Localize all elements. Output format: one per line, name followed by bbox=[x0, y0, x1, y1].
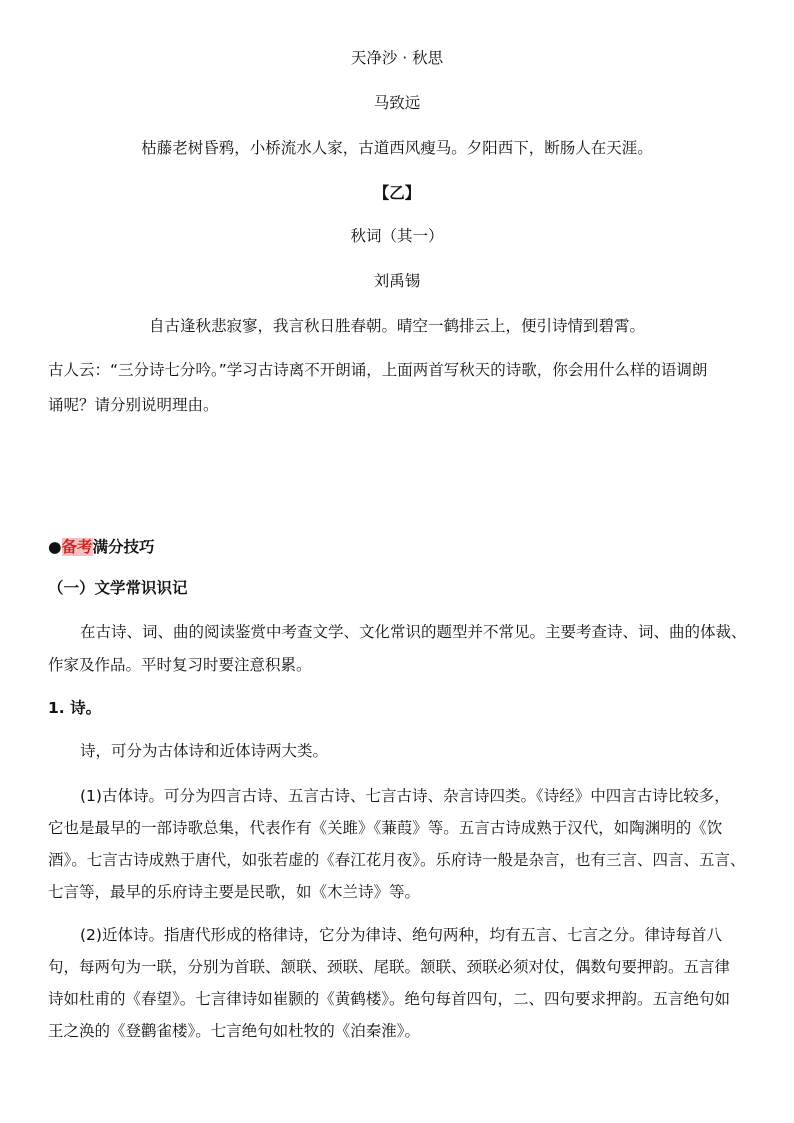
poem-b-text: 自古逢秋悲寂寥，我言秋日胜春朝。晴空一鹤排云上，便引诗情到碧霄。 bbox=[148, 317, 645, 335]
item-1-intro: 诗，可分为古体诗和近体诗两大类。 bbox=[80, 742, 329, 760]
ancient-poetry-line: 酒》。七言古诗成熟于唐代，如张若虚的《春江花月夜》。乐府诗一般是杂言，也有三言、四言、五言、 bbox=[48, 851, 746, 869]
tips-heading bbox=[48, 537, 155, 557]
tips-heading-rest: 满分技巧 bbox=[92, 538, 155, 556]
poem-a-author: 马致远 bbox=[373, 94, 421, 112]
item-1-heading: 1. 诗。 bbox=[48, 699, 102, 717]
modern-poetry-line: (2)近体诗。指唐代形成的格律诗，它分为律诗、绝句两种，均有五言、七言之分。律诗每首八 bbox=[80, 926, 722, 944]
ancient-poetry-line: (1)古体诗。可分为四言古诗、五言古诗、七言古诗、杂言诗四类。《诗经》中四言古诗比较多， bbox=[80, 787, 730, 805]
question-line-2: 诵呢？请分别说明理由。 bbox=[48, 396, 219, 414]
subsection-para-line-2: 作家及作品。平时复习时要注意积累。 bbox=[48, 656, 312, 674]
modern-poetry-line: 王之涣的《登鹳雀楼》。七言绝句如杜牧的《泊秦淮》。 bbox=[48, 1022, 421, 1040]
poem-a-title: 天净沙 · 秋思 bbox=[350, 49, 444, 67]
question-line-1: 古人云：“三分诗七分吟。”学习古诗离不开朗诵，上面两首写秋天的诗歌，你会用什么样的语调朗 bbox=[48, 361, 708, 379]
subsection-para-line-1: 在古诗、词、曲的阅读鉴赏中考查文学、文化常识的题型并不常见。主要考查诗、词、曲的体裁、 bbox=[80, 623, 747, 641]
ancient-poetry-line: 它也是最早的一部诗歌总集，代表作有《关雎》《蒹葭》等。五言古诗成熟于汉代，如陶渊明的《饮 bbox=[48, 819, 723, 837]
poem-b-author: 刘禹锡 bbox=[373, 272, 421, 290]
tips-highlight: 备考 bbox=[61, 538, 93, 556]
bullet-icon: ● bbox=[48, 538, 62, 556]
modern-poetry-line: 句，每两句为一联，分别为首联、颔联、颈联、尾联。颔联、颈联必须对仗，偶数句要押韵。五言律 bbox=[48, 958, 731, 976]
poem-b-title: 秋词（其一） bbox=[350, 227, 444, 245]
modern-poetry-line: 诗如杜甫的《春望》。七言律诗如崔颢的《黄鹤楼》。绝句每首四句，二、四句要求押韵。五言绝句如 bbox=[48, 990, 731, 1008]
section-b-marker: 【乙】 bbox=[373, 184, 421, 202]
ancient-poetry-line: 七言等，最早的乐府诗主要是民歌，如《木兰诗》等。 bbox=[48, 883, 421, 901]
subsection-heading: （一）文学常识识记 bbox=[48, 579, 188, 597]
poem-a-text: 枯藤老树昏鸦，小桥流水人家，古道西风瘦马。夕阳西下，断肠人在天涯。 bbox=[141, 139, 653, 157]
